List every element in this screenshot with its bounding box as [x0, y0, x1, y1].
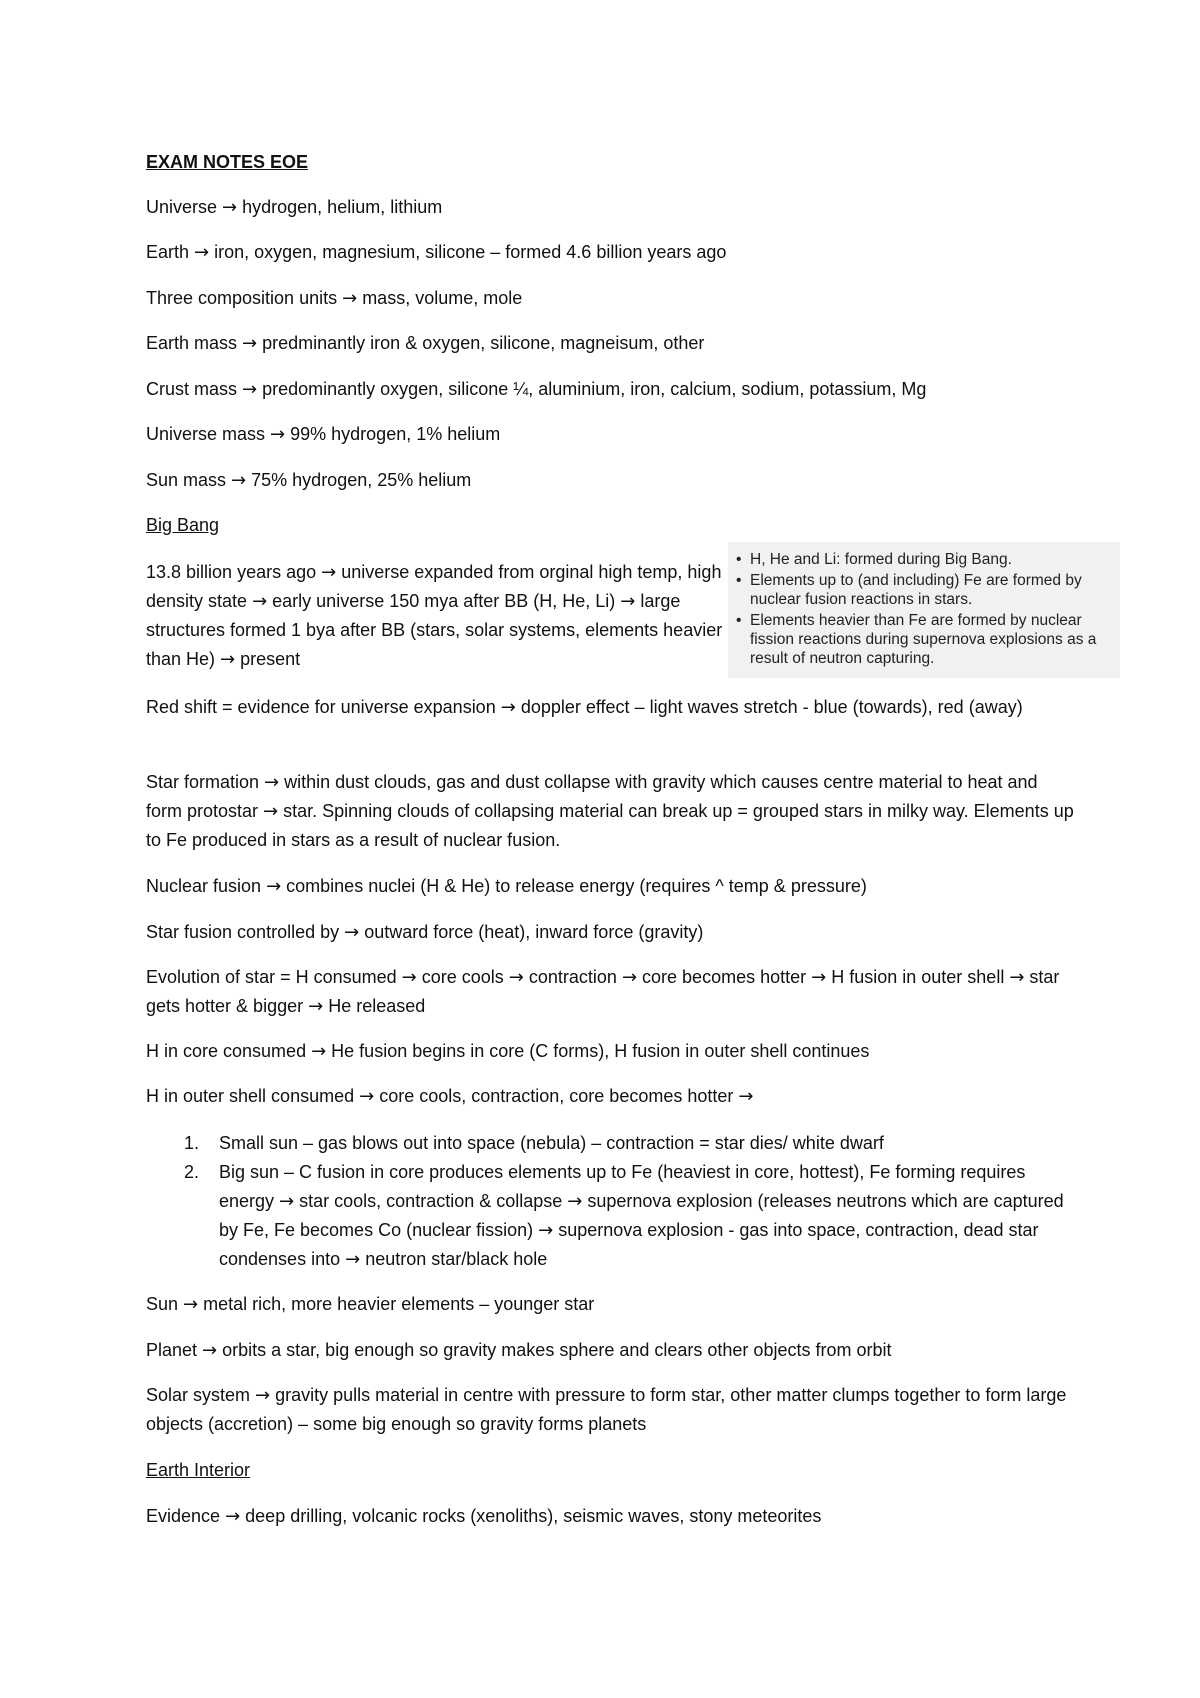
line-composition-units: Three composition units → mass, volume, mole: [146, 288, 523, 309]
arrow-icon: →: [242, 333, 258, 354]
figure-bullet: • Elements heavier than Fe are formed by nuclear fission reactions during supernova explosions as a result of neutron capturing.: [736, 611, 1114, 668]
arrow-icon: →: [183, 1294, 199, 1315]
arrow-icon: →: [231, 470, 247, 491]
list-item-text: Small sun – gas blows out into space (nebula) – contraction = star dies/ white dwarf: [219, 1133, 884, 1153]
line-crust-mass: Crust mass → predominantly oxygen, silicone ¼, aluminium, iron, calcium, sodium, potassium, Mg: [146, 379, 927, 400]
arrow-icon: →: [264, 772, 280, 793]
paragraph-h-outer: H in outer shell consumed → core cools, contraction, core becomes hotter →: [146, 1086, 754, 1107]
big-bang-paragraph: 13.8 billion years ago → universe expanded from orginal high temp, high density state → early universe 150 mya after BB (H, He, Li) → large structures formed 1 bya after BB (stars, solar systems, elements heavier than He) → present: [146, 562, 723, 670]
paragraph-red-shift: Red shift = evidence for universe expansion → doppler effect – light waves stretch - blue (towards), red (away): [146, 697, 1023, 718]
arrow-icon: →: [342, 288, 358, 309]
line-sun-mass: Sun mass → 75% hydrogen, 25% helium: [146, 470, 472, 491]
paragraph-h-core: H in core consumed → He fusion begins in core (C forms), H fusion in outer shell continues: [146, 1041, 870, 1062]
arrow-icon: →: [567, 1191, 583, 1212]
list-item: [146, 1129, 1076, 1158]
paragraph-evidence: Evidence → deep drilling, volcanic rocks (xenoliths), seismic waves, stony meteorites: [146, 1506, 822, 1527]
arrow-icon: →: [620, 591, 636, 612]
heading-big-bang: Big Bang: [146, 515, 220, 535]
arrow-icon: →: [202, 1340, 218, 1361]
paragraph-star-fusion: Star fusion controlled by → outward force (heat), inward force (gravity): [146, 922, 704, 943]
arrow-icon: →: [321, 562, 337, 583]
arrow-icon: →: [401, 967, 417, 988]
list-number: 2.: [184, 1162, 200, 1182]
arrow-icon: →: [621, 967, 638, 988]
paragraph-star-formation: Star formation → within dust clouds, gas and dust collapse with gravity which causes centre material to heat and form protostar → star. Spinning clouds of collapsing material can break up = grouped stars in milky way. Elements up to Fe produced in stars as a result of nuclear fusion.: [146, 772, 1074, 850]
numbered-list: [146, 1129, 1076, 1274]
heading-earth-interior: Earth Interior: [146, 1460, 251, 1480]
arrow-icon: →: [242, 379, 258, 400]
arrow-icon: →: [222, 197, 238, 218]
arrow-icon: →: [266, 876, 282, 897]
figure-bullet: • H, He and Li: formed during Big Bang.: [736, 550, 1114, 569]
figure-bullet: • Elements up to (and including) Fe are formed by nuclear fusion reactions in stars.: [736, 571, 1114, 609]
arrow-icon: →: [263, 801, 279, 822]
arrow-icon: →: [311, 1041, 327, 1062]
arrow-icon: →: [811, 967, 827, 988]
arrow-icon: →: [255, 1385, 271, 1406]
arrow-icon: →: [308, 996, 324, 1017]
arrow-icon: →: [194, 242, 210, 263]
arrow-icon: →: [344, 922, 360, 943]
arrow-icon: →: [738, 1086, 754, 1107]
arrow-icon: →: [538, 1220, 554, 1241]
list-item-text: Big sun – C fusion in core produces elements up to Fe (heaviest in core, hottest), Fe forming requires energy → star cools, contraction & collapse → supernova explosion (releases neutrons which are captured by Fe, Fe becomes Co (nuclear fission) → supernova explosion - gas into space, contraction, dead star condenses into → neutron star/black hole: [219, 1162, 1064, 1270]
line-universe: Universe → hydrogen, helium, lithium: [146, 197, 443, 218]
paragraph-planet: Planet → orbits a star, big enough so gravity makes sphere and clears other objects from orbit: [146, 1340, 892, 1361]
list-item: [146, 1158, 1076, 1274]
line-earth-mass: Earth mass → predminantly iron & oxygen, silicone, magneisum, other: [146, 333, 705, 354]
arrow-icon: →: [270, 424, 286, 445]
arrow-icon: →: [359, 1086, 375, 1107]
line-universe-mass: Universe mass → 99% hydrogen, 1% helium: [146, 424, 501, 445]
list-number: 1.: [184, 1133, 200, 1153]
arrow-icon: →: [508, 967, 524, 988]
arrow-icon: →: [225, 1506, 241, 1527]
paragraph-nuclear-fusion: Nuclear fusion → combines nuclei (H & He) to release energy (requires ^ temp & pressure): [146, 876, 867, 897]
paragraph-evolution: Evolution of star = H consumed → core cools → contraction → core becomes hotter → H fusion in outer shell → star gets hotter & bigger → He released: [146, 967, 1060, 1017]
page-title: EXAM NOTES EOE: [146, 152, 309, 172]
arrow-icon: →: [1009, 967, 1025, 988]
line-earth: Earth → iron, oxygen, magnesium, silicone – formed 4.6 billion years ago: [146, 242, 727, 263]
arrow-icon: →: [252, 591, 268, 612]
arrow-icon: →: [279, 1191, 295, 1212]
arrow-icon: →: [500, 697, 516, 718]
paragraph-sun: Sun → metal rich, more heavier elements – younger star: [146, 1294, 595, 1315]
paragraph-solar-system: Solar system → gravity pulls material in centre with pressure to form star, other matter clumps together to form large objects (accretion) – some big enough so gravity forms planets: [146, 1385, 1067, 1434]
big-bang-figure: [728, 542, 1120, 678]
arrow-icon: →: [345, 1249, 361, 1270]
figure-bullet-list: [728, 542, 1120, 668]
arrow-icon: →: [220, 649, 236, 670]
